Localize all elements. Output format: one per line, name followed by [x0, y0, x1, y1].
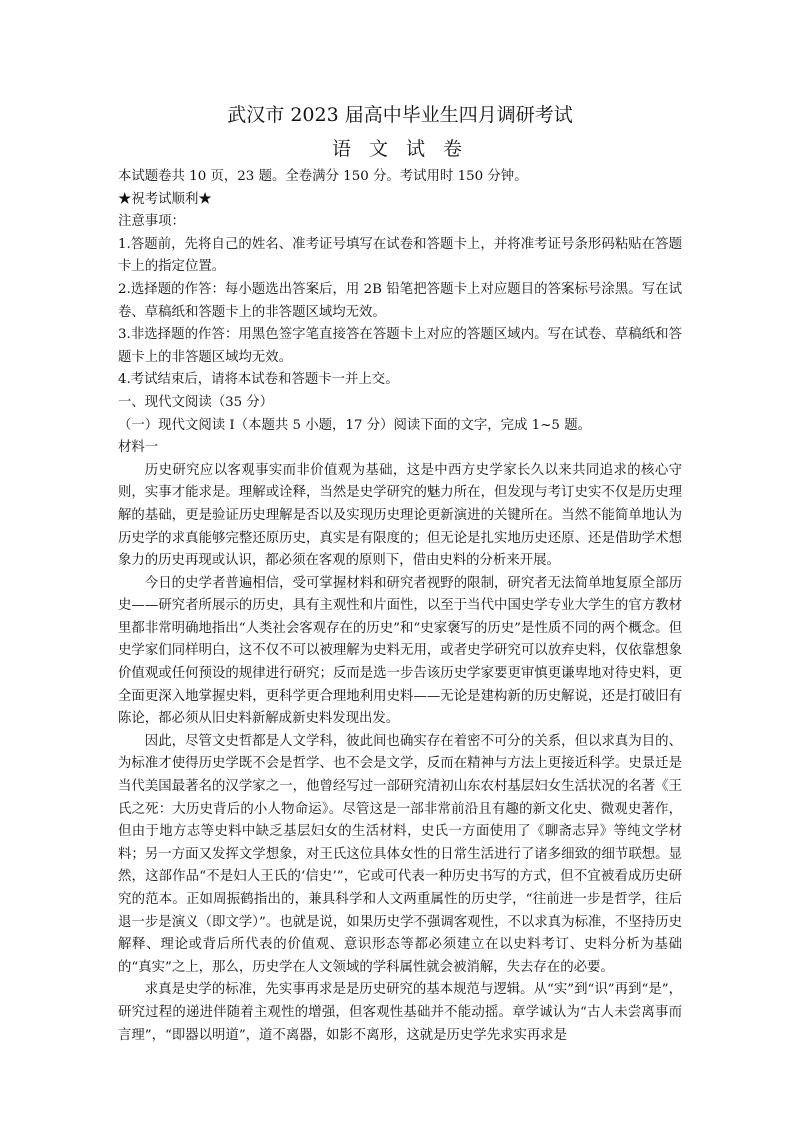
notes-heading: 注意事项：: [118, 214, 185, 230]
exam-subtitle: 语 文 试 卷: [331, 138, 469, 160]
notice-item-3: 3.非选择题的作答：用黑色签字笔直接答在答题卡上对应的答题区域内。写在试卷、草稿纸和答题卡上的非答题区域均无效。: [118, 327, 682, 365]
section-subheading: （一）现代文阅读 I（本题共 5 小题，17 分）阅读下面的文字，完成 1~5 题。: [118, 417, 591, 433]
material-label: 材料一: [118, 440, 159, 456]
body-paragraph-4: 求真是史学的标准，先实事再求是是历史研究的基本规范与逻辑。从“实”到“识”再到“是”，研究过程的递进伴随着主观性的增强，但客观性基础并不能动摇。章学诚认为“古人未尝离事而言理”，“即器以明道”，道不离器，如影不离形，这就是历史学先求实再求是: [118, 982, 682, 1043]
exam-title: 武汉市 2023 届高中毕业生四月调研考试: [227, 104, 573, 126]
body-paragraph-3: 因此，尽管文史哲都是人文学科，彼此间也确实存在着密不可分的关系，但以求真为目的、为标准才使得历史学既不会是哲学、也不会是文学，反而在精神与方法上更接近科学。史景迁是当代美国最著名的汉学家之一，他曾经写过一部研究清初山东农村基层妇女生活状况的名著《王氏之死：大历史背后的小人物命运》。尽管这是一部非常前沿且有趣的新文化史、微观史著作，但由于地方志等史料中缺乏基层妇女的生活材料，史氏一方面使用了《聊斋志异》等纯文学材料；另一方面又发挥文学想象，对王氏这位具体女性的日常生活进行了诸多细致的细节联想。显然，这部作品“不是妇人王氏的‘信史’”，它或可代表一种历史书写的方式，但不宜被看成历史研究的范本。正如周振鹤指出的，兼具科学和人文两重属性的历史学，“往前进一步是哲学，往后退一步是演义（即文学）”。也就是说，如果历史学不强调客观性，不以求真为标准，不坚持历史解释、理论或背后所代表的价值观、意识形态等都必须建立在以史料考订、史料分析为基础的“真实”之上，那么，历史学在人文领域的学科属性就会被消解，失去存在的必要。: [118, 733, 682, 975]
body-paragraph-2: 今日的史学者普遍相信，受可掌握材料和研究者视野的限制，研究者无法简单地复原全部历史——研究者所展示的历史，具有主观性和片面性，以至于当代中国史学专业大学生的官方教材里都非常明确地指出“人类社会客观存在的历史”和“史家褒写的历史”是性质不同的两个概念。但史学家们同样明白，这不仅不可以被理解为史料无用，或者史学研究可以放弃史料，仅依靠想象价值观或任何预设的规律进行研究；反而是选一步告该历史学家要更审慎更谦卑地对待史料，更全面更深入地掌握史料，更科学更合理地利用史料——无论是建构新的历史解说，还是打破旧有陈论，都必须从旧史料新解成新史料发现出发。: [118, 575, 682, 727]
body-paragraph-1: 历史研究应以客观事实而非价值观为基础，这是中西方史学家长久以来共同追求的核心守则，实事才能求是。理解或诠释，当然是史学研究的魅力所在，但发现与考订史实不仅是历史理解的基础，更是验证历史理解是否以及实现历史理论更新演进的关键所在。当然不能简单地认为历史学的求真能够完整还原历史，真实是有限度的；但无论是扎实地历史还原、还是借助学术想象力的历史再现或认识，都必须在客观的原则下，借由史料的分析来开展。: [118, 462, 682, 569]
exam-meta: 本试题卷共 10 页，23 题。全卷满分 150 分。考试用时 150 分钟。: [118, 169, 528, 184]
blessing-line: ★祝考试顺利★: [118, 191, 212, 207]
notice-item-2: 2.选择题的作答：每小题选出答案后，用 2B 铅笔把答题卡上对应题目的答案标号涂黑。写在试卷、草稿纸和答题卡上的非答题区域均无效。: [118, 281, 682, 320]
notice-item-4: 4.考试结束后，请将本试卷和答题卡一并上交。: [118, 372, 399, 388]
section-heading: 一、现代文阅读（35 分）: [118, 394, 274, 410]
notice-item-1: 1.答题前，先将自己的姓名、准考证号填写在试卷和答题卡上，并将准考证号条形码粘贴在答题卡上的指定位置。: [118, 236, 682, 275]
